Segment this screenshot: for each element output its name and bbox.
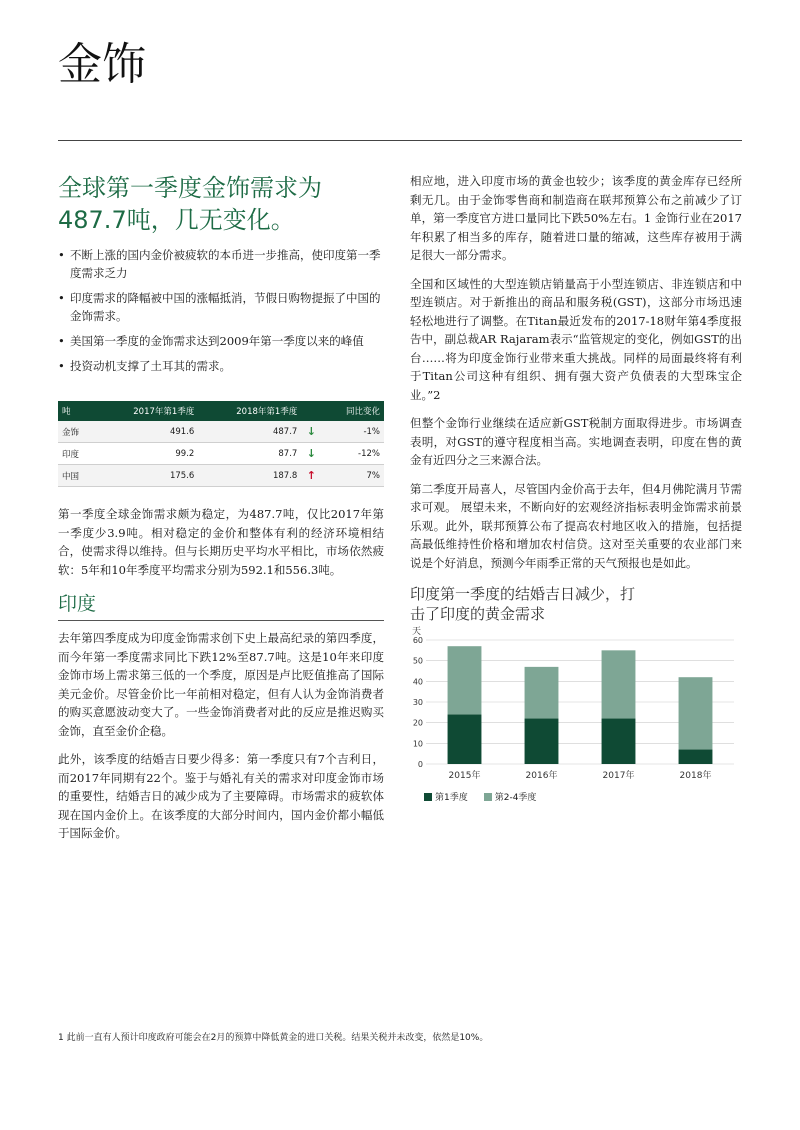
value-2017: 491.6 (95, 421, 198, 443)
y-tick-label: 30 (412, 698, 423, 707)
footnote: 1 此前一直有人预计印度政府可能会在2月的预算中降低黄金的进口关税。结果关税并未改变，依然是10%。 (58, 1033, 489, 1043)
paragraph-india-demand: 去年第四季度成为印度金饰需求创下史上最高纪录的第四季度，而今年第一季度需求同比下跌12%至87.7吨。这是10年来印度金饰市场上需求第三低的一个季度，原因是卢比贬值推高了国际美元金价。尽管金价比一年前相对稳定，但有人认为金饰消费者的购买意愿波动变大了。一些金饰消费者对此的反应是推迟购买金饰，直至金价企稳。 (58, 631, 384, 738)
table-header-2017q1: 2017年第1季度 (133, 407, 195, 417)
y-tick-label: 50 (412, 656, 423, 666)
x-tick-label: 2015年 (448, 771, 481, 781)
yoy-change: 7% (321, 465, 384, 487)
paragraph-chains: 全国和区域性的大型连锁店销量高于小型连锁店、非连锁店和中型连锁店。对于新推出的商品和服务税(GST)，这部分市场迅速轻松地进行了调整。在Titan最近发布的2017-18财年第4季度报告中，副总裁AR Rajaram表示“监管规定的变化，例如GST的出台……将为印度金饰行业带来重大挑战。同样的局面最终将有利于Titan公司这种有组织、拥有强大资产负债表的大型珠宝企业。”2 (410, 276, 742, 402)
y-tick-label: 10 (412, 739, 423, 749)
y-tick-label: 0 (417, 760, 423, 769)
x-tick-label: 2016年 (525, 771, 558, 781)
table-header-2018q1: 2018年第1季度 (236, 407, 298, 417)
bar-q1 (448, 714, 482, 764)
y-tick-label: 60 (412, 636, 423, 645)
chart-canvas (410, 626, 742, 786)
down-arrow-icon: ↓ (301, 421, 321, 443)
value-2018: 487.7 (198, 421, 301, 443)
paragraph-global-summary: 第一季度全球金饰需求颇为稳定，为487.7吨，仅比2017年第一季度少3.9吨。相对稳定的金价和整体有利的经济环境相结合，使需求得以维持。但与长期历史平均水平相比，市场依然疲软：5年和10年季度平均需求分别为592.1和556.3吨。 (58, 507, 384, 577)
row-label: 印度 (58, 443, 95, 465)
left-column (58, 172, 384, 853)
paragraph-imports: 相应地，进入印度市场的黄金也较少；该季度的黄金库存已经所剩无几。由于金饰零售商和制造商在联邦预算公布之前减少了订单，第一季度官方进口量同比下跌50%左右。1 金饰行业在2017年积累了相当多的库存，随着进口量的缩减，这些库存被用于满足很大一部分需求。 (410, 174, 742, 262)
legend-swatch (484, 793, 492, 801)
bar-q2-4 (525, 667, 559, 719)
yoy-change: -12% (321, 443, 384, 465)
bullet-item: • 不断上涨的国内金价被疲软的本币进一步推高，使印度第一季度需求乏力 (58, 246, 384, 282)
chart-legend (424, 790, 742, 803)
paragraph-outlook: 第二季度开局喜人，尽管国内金价高于去年，但4月佛陀满月节需求可观。 展望未来，不断向好的宏观经济指标表明金饰需求前景乐观。此外，联邦预算公布了提高农村地区收入的措施，包括提高最低维持性价格和增加农村信贷。这对至关重要的农业部门来说是个好消息，预测今年雨季正常的天气预报也是如此。 (410, 481, 742, 570)
bar-q2-4 (679, 677, 713, 749)
headline: 全球第一季度金饰需求为487.7吨，几无变化。 (58, 174, 322, 234)
bullet-item: • 投资动机支撑了土耳其的需求。 (58, 357, 384, 375)
chart-title: 印度第一季度的结婚吉日减少，打击了印度的黄金需求 (410, 585, 636, 623)
legend-swatch (424, 793, 432, 801)
value-2017: 175.6 (95, 465, 198, 487)
page-title: 金饰 (58, 39, 146, 90)
legend-label: 第1季度 (435, 793, 468, 803)
table-row (58, 421, 384, 443)
table-header-blank (301, 401, 321, 421)
yoy-change: -1% (321, 421, 384, 443)
legend-item-q1 (424, 790, 468, 803)
bar-q1 (679, 750, 713, 764)
row-label: 中国 (58, 465, 95, 487)
section-heading-india: 印度 (58, 589, 384, 621)
y-tick-label: 20 (412, 718, 423, 728)
bar-q1 (525, 719, 559, 764)
y-axis-label: 天 (412, 627, 422, 637)
down-arrow-icon: ↓ (301, 443, 321, 465)
bullet-item: • 印度需求的降幅被中国的涨幅抵消，节假日购物提振了中国的金饰需求。 (58, 289, 384, 325)
demand-table (58, 401, 384, 487)
y-tick-label: 40 (412, 677, 423, 687)
title-divider (58, 140, 742, 141)
legend-label: 第2-4季度 (494, 793, 537, 803)
x-tick-label: 2018年 (679, 771, 712, 781)
table-header-yoy: 同比变化 (345, 407, 380, 417)
wedding-days-chart (410, 626, 742, 786)
row-label: 金饰 (58, 421, 95, 443)
bar-q2-4 (602, 650, 636, 718)
table-row (58, 465, 384, 487)
up-arrow-icon: ↑ (301, 465, 321, 487)
key-points-list (58, 246, 384, 375)
value-2018: 187.8 (198, 465, 301, 487)
bar-q1 (602, 719, 636, 764)
value-2017: 99.2 (95, 443, 198, 465)
legend-item-q2-4 (484, 790, 537, 803)
table-row (58, 443, 384, 465)
table-header-unit: 吨 (62, 407, 71, 417)
table-header-row (58, 401, 384, 421)
bullet-item: • 美国第一季度的金饰需求达到2009年第一季度以来的峰值 (58, 332, 384, 350)
x-tick-label: 2017年 (602, 771, 635, 781)
bar-q2-4 (448, 646, 482, 714)
value-2018: 87.7 (198, 443, 301, 465)
paragraph-gst: 但整个金饰行业继续在适应新GST税制方面取得进步。市场调查表明，对GST的遵守程度相当高。实地调查表明，印度在售的黄金有近四分之三来源合法。 (410, 416, 742, 467)
paragraph-wedding-days: 此外，该季度的结婚吉日要少得多：第一季度只有7个吉利日，而2017年同期有22个。鉴于与婚礼有关的需求对印度金饰市场的重要性，结婚吉日的减少成为了主要障碍。市场需求的疲软体现在国内金价上。在该季度的大部分时间内，国内金价都小幅低于国际金价。 (58, 752, 384, 840)
right-column (410, 172, 742, 803)
